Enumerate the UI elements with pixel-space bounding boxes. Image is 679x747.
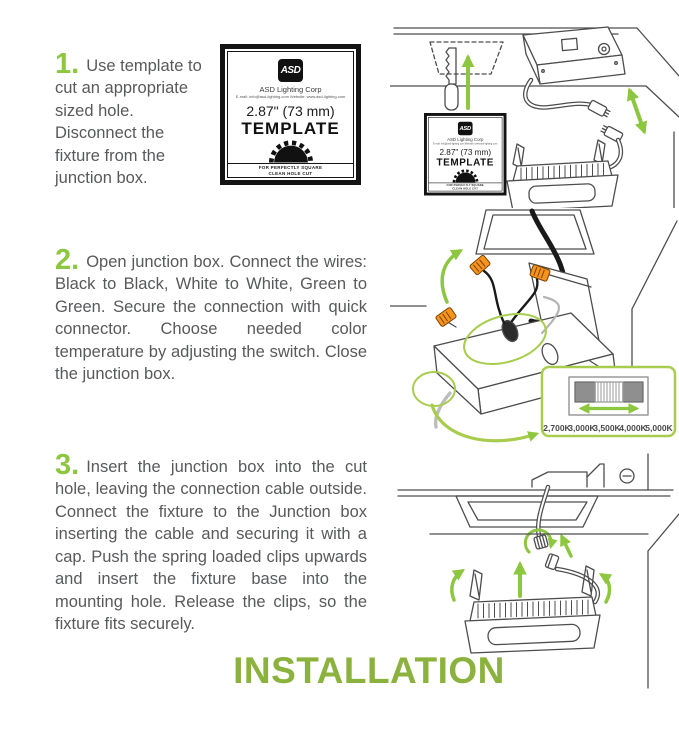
template-footer-line1: FOR PERFECTLY SQUARE <box>258 165 323 170</box>
curved-arrow-icon <box>452 571 462 600</box>
boxed-above-ceiling-art <box>532 454 648 490</box>
kelvin-label: 3,500K <box>593 423 621 433</box>
template-footer <box>228 163 353 177</box>
illustration-step2-diagram <box>390 205 679 445</box>
junction-box-art <box>523 27 625 84</box>
curved-arrow-icon <box>602 575 609 602</box>
saw-blade-icon <box>447 169 483 182</box>
connection-cable-art <box>525 80 623 169</box>
template-label: TEMPLATE <box>241 119 340 139</box>
step-3-number: 3. <box>55 448 80 481</box>
fixture-art <box>507 140 618 208</box>
template-size: 2.87" (73 mm) <box>246 103 335 120</box>
kelvin-label: 5,000K <box>645 423 673 433</box>
template-company: ASD Lighting Corp <box>259 85 322 95</box>
step-1-text <box>55 47 213 190</box>
kelvin-label: 4,000K <box>619 423 647 433</box>
asd-logo: ASD <box>278 59 303 82</box>
page-title: INSTALLATION <box>233 650 505 691</box>
cutting-template-card <box>220 44 361 185</box>
kelvin-label: 3,000K <box>568 423 596 433</box>
minus-screw-icon <box>620 469 634 483</box>
asd-logo: ASD <box>458 122 473 136</box>
utility-knife-icon <box>445 48 458 110</box>
template-contact: E-mail: info@asd-lighting.com Website: www.asd-lighting.com <box>235 94 346 100</box>
step-1-body: Use template to cut an appropriate sized hole. Disconnect the fixture from the junction box. <box>55 56 202 187</box>
double-headed-arrow-icon <box>630 91 644 131</box>
step-2-number: 2. <box>55 243 80 276</box>
kelvin-label: 2,700K <box>543 423 571 433</box>
green-up-arrow-icon <box>562 537 571 556</box>
saw-blade-icon <box>260 140 322 163</box>
curved-arrow-icon <box>442 251 460 302</box>
step-1-number: 1. <box>55 47 80 80</box>
step-3-body: Insert the junction box into the cut hole, leaving the connection cable outside. Connect the fixture to the Junction box inserting the cable and securing it with a cap. Push the spring loaded clips upwards and insert the fixture base into the mounting hole. Release the clips, so the fixture fits securely. <box>55 457 367 633</box>
step-2-text <box>55 243 367 386</box>
template-footer-line2: CLEAN HOLE CUT <box>268 171 313 176</box>
step-2-body: Open junction box. Connect the wires: Black to Black, White to White, Green to Green. Secure the connection with quick connector. Choose needed color temperature by adjusting the switch. Close the junction box. <box>55 252 367 383</box>
template-card-inner <box>227 51 354 178</box>
cutting-template-card-small: ASD ASD Lighting Corp E-mail: info@asd-lighting.com Website: www.asd-lighting.com 2.87" (73 mm) TEMPLATE FOR PERFECTLY SQUARE CLEAN HOLE CUT <box>424 113 506 195</box>
color-temp-slider <box>569 377 648 415</box>
kelvin-labels <box>543 423 673 433</box>
step-3-text <box>55 448 367 636</box>
ceiling-hole-art <box>398 490 673 527</box>
color-temp-inset <box>542 367 675 436</box>
fixture-art <box>465 566 600 653</box>
